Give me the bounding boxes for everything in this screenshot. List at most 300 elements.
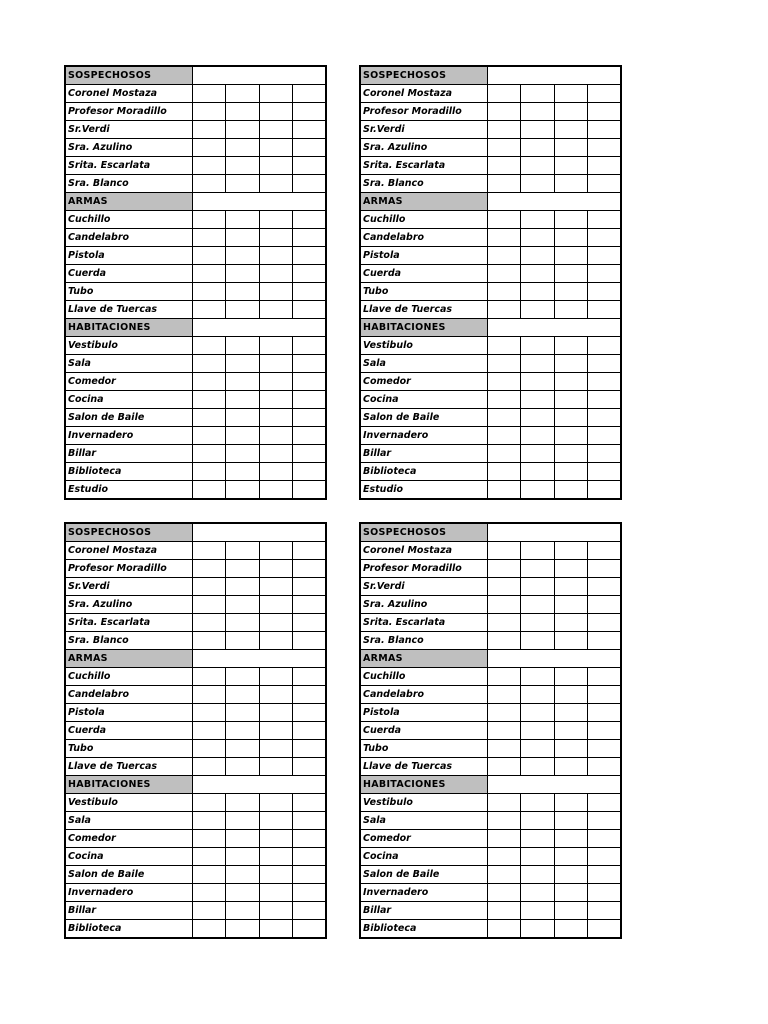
- check-box[interactable]: [487, 373, 521, 391]
- check-box[interactable]: [259, 884, 293, 902]
- check-box[interactable]: [521, 247, 555, 265]
- check-box[interactable]: [293, 373, 327, 391]
- check-box[interactable]: [588, 139, 622, 157]
- check-box[interactable]: [588, 247, 622, 265]
- check-box[interactable]: [293, 578, 327, 596]
- check-box[interactable]: [259, 481, 293, 500]
- check-box[interactable]: [293, 391, 327, 409]
- check-box[interactable]: [259, 686, 293, 704]
- check-box[interactable]: [226, 391, 260, 409]
- check-box[interactable]: [192, 614, 226, 632]
- check-box[interactable]: [293, 560, 327, 578]
- check-box[interactable]: [192, 578, 226, 596]
- check-box[interactable]: [192, 85, 226, 103]
- check-box[interactable]: [226, 848, 260, 866]
- check-box[interactable]: [259, 902, 293, 920]
- check-box[interactable]: [588, 884, 622, 902]
- check-box[interactable]: [259, 103, 293, 121]
- check-box[interactable]: [259, 211, 293, 229]
- check-box[interactable]: [487, 596, 521, 614]
- check-box[interactable]: [487, 301, 521, 319]
- check-box[interactable]: [554, 157, 588, 175]
- check-box[interactable]: [554, 740, 588, 758]
- check-box[interactable]: [487, 409, 521, 427]
- check-box[interactable]: [259, 542, 293, 560]
- check-box[interactable]: [521, 920, 555, 939]
- check-box[interactable]: [521, 409, 555, 427]
- check-box[interactable]: [521, 427, 555, 445]
- check-box[interactable]: [487, 866, 521, 884]
- check-box[interactable]: [554, 337, 588, 355]
- check-box[interactable]: [554, 542, 588, 560]
- check-box[interactable]: [226, 445, 260, 463]
- check-box[interactable]: [226, 740, 260, 758]
- check-box[interactable]: [192, 884, 226, 902]
- check-box[interactable]: [554, 247, 588, 265]
- check-box[interactable]: [521, 848, 555, 866]
- check-box[interactable]: [588, 463, 622, 481]
- check-box[interactable]: [259, 337, 293, 355]
- check-box[interactable]: [192, 283, 226, 301]
- check-box[interactable]: [226, 265, 260, 283]
- check-box[interactable]: [226, 812, 260, 830]
- check-box[interactable]: [521, 866, 555, 884]
- check-box[interactable]: [259, 866, 293, 884]
- check-box[interactable]: [192, 794, 226, 812]
- check-box[interactable]: [293, 866, 327, 884]
- check-box[interactable]: [487, 211, 521, 229]
- check-box[interactable]: [521, 704, 555, 722]
- check-box[interactable]: [293, 686, 327, 704]
- check-box[interactable]: [521, 560, 555, 578]
- check-box[interactable]: [487, 229, 521, 247]
- check-box[interactable]: [521, 632, 555, 650]
- check-box[interactable]: [521, 463, 555, 481]
- check-box[interactable]: [226, 247, 260, 265]
- check-box[interactable]: [487, 920, 521, 939]
- check-box[interactable]: [554, 920, 588, 939]
- check-box[interactable]: [588, 614, 622, 632]
- check-box[interactable]: [554, 301, 588, 319]
- check-box[interactable]: [226, 157, 260, 175]
- check-box[interactable]: [588, 812, 622, 830]
- check-box[interactable]: [226, 686, 260, 704]
- check-box[interactable]: [554, 481, 588, 500]
- check-box[interactable]: [487, 848, 521, 866]
- check-box[interactable]: [521, 578, 555, 596]
- check-box[interactable]: [192, 463, 226, 481]
- check-box[interactable]: [259, 704, 293, 722]
- check-box[interactable]: [487, 542, 521, 560]
- check-box[interactable]: [487, 740, 521, 758]
- check-box[interactable]: [554, 632, 588, 650]
- check-box[interactable]: [226, 103, 260, 121]
- check-box[interactable]: [192, 121, 226, 139]
- check-box[interactable]: [226, 427, 260, 445]
- check-box[interactable]: [588, 758, 622, 776]
- check-box[interactable]: [554, 794, 588, 812]
- check-box[interactable]: [554, 866, 588, 884]
- check-box[interactable]: [521, 445, 555, 463]
- check-box[interactable]: [293, 740, 327, 758]
- check-box[interactable]: [487, 337, 521, 355]
- check-box[interactable]: [226, 283, 260, 301]
- check-box[interactable]: [554, 229, 588, 247]
- check-box[interactable]: [226, 722, 260, 740]
- check-box[interactable]: [226, 794, 260, 812]
- check-box[interactable]: [554, 373, 588, 391]
- check-box[interactable]: [554, 175, 588, 193]
- check-box[interactable]: [192, 139, 226, 157]
- check-box[interactable]: [588, 175, 622, 193]
- check-box[interactable]: [521, 139, 555, 157]
- check-box[interactable]: [521, 596, 555, 614]
- check-box[interactable]: [487, 427, 521, 445]
- check-box[interactable]: [588, 740, 622, 758]
- check-box[interactable]: [293, 884, 327, 902]
- check-box[interactable]: [226, 884, 260, 902]
- check-box[interactable]: [226, 301, 260, 319]
- check-box[interactable]: [554, 686, 588, 704]
- check-box[interactable]: [259, 445, 293, 463]
- check-box[interactable]: [487, 157, 521, 175]
- check-box[interactable]: [588, 596, 622, 614]
- check-box[interactable]: [293, 542, 327, 560]
- check-box[interactable]: [521, 211, 555, 229]
- check-box[interactable]: [226, 355, 260, 373]
- check-box[interactable]: [226, 758, 260, 776]
- check-box[interactable]: [588, 85, 622, 103]
- check-box[interactable]: [192, 866, 226, 884]
- check-box[interactable]: [521, 740, 555, 758]
- check-box[interactable]: [259, 722, 293, 740]
- check-box[interactable]: [554, 139, 588, 157]
- check-box[interactable]: [293, 704, 327, 722]
- check-box[interactable]: [521, 830, 555, 848]
- check-box[interactable]: [521, 229, 555, 247]
- check-box[interactable]: [226, 704, 260, 722]
- check-box[interactable]: [293, 445, 327, 463]
- check-box[interactable]: [226, 902, 260, 920]
- check-box[interactable]: [521, 337, 555, 355]
- check-box[interactable]: [487, 103, 521, 121]
- check-box[interactable]: [588, 409, 622, 427]
- check-box[interactable]: [226, 542, 260, 560]
- check-box[interactable]: [487, 481, 521, 500]
- check-box[interactable]: [588, 830, 622, 848]
- check-box[interactable]: [192, 758, 226, 776]
- check-box[interactable]: [521, 391, 555, 409]
- check-box[interactable]: [293, 758, 327, 776]
- check-box[interactable]: [293, 427, 327, 445]
- check-box[interactable]: [259, 121, 293, 139]
- check-box[interactable]: [588, 560, 622, 578]
- check-box[interactable]: [226, 481, 260, 500]
- check-box[interactable]: [588, 391, 622, 409]
- check-box[interactable]: [192, 247, 226, 265]
- check-box[interactable]: [521, 85, 555, 103]
- check-box[interactable]: [588, 103, 622, 121]
- check-box[interactable]: [487, 632, 521, 650]
- check-box[interactable]: [226, 463, 260, 481]
- check-box[interactable]: [192, 830, 226, 848]
- check-box[interactable]: [487, 578, 521, 596]
- check-box[interactable]: [293, 722, 327, 740]
- check-box[interactable]: [521, 668, 555, 686]
- check-box[interactable]: [259, 848, 293, 866]
- check-box[interactable]: [259, 85, 293, 103]
- check-box[interactable]: [487, 884, 521, 902]
- check-box[interactable]: [487, 121, 521, 139]
- check-box[interactable]: [554, 211, 588, 229]
- check-box[interactable]: [487, 85, 521, 103]
- check-box[interactable]: [588, 355, 622, 373]
- check-box[interactable]: [293, 668, 327, 686]
- check-box[interactable]: [521, 265, 555, 283]
- check-box[interactable]: [554, 121, 588, 139]
- check-box[interactable]: [554, 445, 588, 463]
- check-box[interactable]: [521, 373, 555, 391]
- check-box[interactable]: [487, 139, 521, 157]
- check-box[interactable]: [259, 920, 293, 939]
- check-box[interactable]: [259, 794, 293, 812]
- check-box[interactable]: [588, 686, 622, 704]
- check-box[interactable]: [554, 355, 588, 373]
- check-box[interactable]: [293, 103, 327, 121]
- check-box[interactable]: [487, 704, 521, 722]
- check-box[interactable]: [554, 560, 588, 578]
- check-box[interactable]: [588, 632, 622, 650]
- check-box[interactable]: [259, 409, 293, 427]
- check-box[interactable]: [192, 409, 226, 427]
- check-box[interactable]: [192, 265, 226, 283]
- check-box[interactable]: [293, 337, 327, 355]
- check-box[interactable]: [521, 812, 555, 830]
- check-box[interactable]: [487, 794, 521, 812]
- check-box[interactable]: [226, 175, 260, 193]
- check-box[interactable]: [226, 920, 260, 939]
- check-box[interactable]: [293, 920, 327, 939]
- check-box[interactable]: [293, 812, 327, 830]
- check-box[interactable]: [487, 391, 521, 409]
- check-box[interactable]: [226, 578, 260, 596]
- check-box[interactable]: [259, 229, 293, 247]
- check-box[interactable]: [487, 758, 521, 776]
- check-box[interactable]: [554, 596, 588, 614]
- check-box[interactable]: [554, 85, 588, 103]
- check-box[interactable]: [554, 578, 588, 596]
- check-box[interactable]: [259, 614, 293, 632]
- check-box[interactable]: [226, 866, 260, 884]
- check-box[interactable]: [588, 283, 622, 301]
- check-box[interactable]: [192, 704, 226, 722]
- check-box[interactable]: [487, 355, 521, 373]
- check-box[interactable]: [226, 560, 260, 578]
- check-box[interactable]: [226, 337, 260, 355]
- check-box[interactable]: [588, 704, 622, 722]
- check-box[interactable]: [293, 481, 327, 500]
- check-box[interactable]: [293, 175, 327, 193]
- check-box[interactable]: [259, 355, 293, 373]
- check-box[interactable]: [588, 542, 622, 560]
- check-box[interactable]: [293, 121, 327, 139]
- check-box[interactable]: [487, 668, 521, 686]
- check-box[interactable]: [226, 373, 260, 391]
- check-box[interactable]: [588, 211, 622, 229]
- check-box[interactable]: [192, 373, 226, 391]
- check-box[interactable]: [293, 229, 327, 247]
- check-box[interactable]: [554, 463, 588, 481]
- check-box[interactable]: [259, 265, 293, 283]
- check-box[interactable]: [192, 355, 226, 373]
- check-box[interactable]: [226, 596, 260, 614]
- check-box[interactable]: [554, 103, 588, 121]
- check-box[interactable]: [192, 812, 226, 830]
- check-box[interactable]: [521, 157, 555, 175]
- check-box[interactable]: [554, 812, 588, 830]
- check-box[interactable]: [293, 211, 327, 229]
- check-box[interactable]: [588, 265, 622, 283]
- check-box[interactable]: [293, 902, 327, 920]
- check-box[interactable]: [554, 391, 588, 409]
- check-box[interactable]: [521, 722, 555, 740]
- check-box[interactable]: [192, 542, 226, 560]
- check-box[interactable]: [192, 301, 226, 319]
- check-box[interactable]: [192, 337, 226, 355]
- check-box[interactable]: [521, 481, 555, 500]
- check-box[interactable]: [192, 391, 226, 409]
- check-box[interactable]: [259, 596, 293, 614]
- check-box[interactable]: [259, 301, 293, 319]
- check-box[interactable]: [259, 247, 293, 265]
- check-box[interactable]: [192, 632, 226, 650]
- check-box[interactable]: [588, 121, 622, 139]
- check-box[interactable]: [293, 632, 327, 650]
- check-box[interactable]: [293, 355, 327, 373]
- check-box[interactable]: [226, 229, 260, 247]
- check-box[interactable]: [259, 427, 293, 445]
- check-box[interactable]: [259, 139, 293, 157]
- check-box[interactable]: [521, 175, 555, 193]
- check-box[interactable]: [487, 175, 521, 193]
- check-box[interactable]: [487, 614, 521, 632]
- check-box[interactable]: [521, 884, 555, 902]
- check-box[interactable]: [293, 247, 327, 265]
- check-box[interactable]: [259, 668, 293, 686]
- check-box[interactable]: [192, 722, 226, 740]
- check-box[interactable]: [554, 668, 588, 686]
- check-box[interactable]: [192, 902, 226, 920]
- check-box[interactable]: [487, 265, 521, 283]
- check-box[interactable]: [487, 722, 521, 740]
- check-box[interactable]: [554, 884, 588, 902]
- check-box[interactable]: [259, 740, 293, 758]
- check-box[interactable]: [588, 481, 622, 500]
- check-box[interactable]: [192, 157, 226, 175]
- check-box[interactable]: [293, 830, 327, 848]
- check-box[interactable]: [293, 85, 327, 103]
- check-box[interactable]: [554, 409, 588, 427]
- check-box[interactable]: [487, 463, 521, 481]
- check-box[interactable]: [259, 373, 293, 391]
- check-box[interactable]: [293, 157, 327, 175]
- check-box[interactable]: [588, 668, 622, 686]
- check-box[interactable]: [588, 578, 622, 596]
- check-box[interactable]: [521, 121, 555, 139]
- check-box[interactable]: [259, 758, 293, 776]
- check-box[interactable]: [293, 283, 327, 301]
- check-box[interactable]: [554, 830, 588, 848]
- check-box[interactable]: [293, 409, 327, 427]
- check-box[interactable]: [588, 301, 622, 319]
- check-box[interactable]: [192, 848, 226, 866]
- check-box[interactable]: [487, 686, 521, 704]
- check-box[interactable]: [554, 758, 588, 776]
- check-box[interactable]: [554, 704, 588, 722]
- check-box[interactable]: [554, 283, 588, 301]
- check-box[interactable]: [192, 686, 226, 704]
- check-box[interactable]: [487, 902, 521, 920]
- check-box[interactable]: [554, 902, 588, 920]
- check-box[interactable]: [521, 283, 555, 301]
- check-box[interactable]: [259, 578, 293, 596]
- check-box[interactable]: [226, 409, 260, 427]
- check-box[interactable]: [293, 596, 327, 614]
- check-box[interactable]: [487, 247, 521, 265]
- check-box[interactable]: [588, 445, 622, 463]
- check-box[interactable]: [521, 542, 555, 560]
- check-box[interactable]: [192, 427, 226, 445]
- check-box[interactable]: [192, 560, 226, 578]
- check-box[interactable]: [588, 337, 622, 355]
- check-box[interactable]: [226, 121, 260, 139]
- check-box[interactable]: [588, 722, 622, 740]
- check-box[interactable]: [521, 103, 555, 121]
- check-box[interactable]: [226, 85, 260, 103]
- check-box[interactable]: [521, 614, 555, 632]
- check-box[interactable]: [554, 848, 588, 866]
- check-box[interactable]: [259, 560, 293, 578]
- check-box[interactable]: [487, 812, 521, 830]
- check-box[interactable]: [192, 211, 226, 229]
- check-box[interactable]: [259, 391, 293, 409]
- check-box[interactable]: [293, 301, 327, 319]
- check-box[interactable]: [192, 175, 226, 193]
- check-box[interactable]: [259, 463, 293, 481]
- check-box[interactable]: [588, 229, 622, 247]
- check-box[interactable]: [521, 794, 555, 812]
- check-box[interactable]: [259, 157, 293, 175]
- check-box[interactable]: [226, 614, 260, 632]
- check-box[interactable]: [554, 427, 588, 445]
- check-box[interactable]: [259, 830, 293, 848]
- check-box[interactable]: [293, 794, 327, 812]
- check-box[interactable]: [226, 632, 260, 650]
- check-box[interactable]: [554, 614, 588, 632]
- check-box[interactable]: [293, 265, 327, 283]
- check-box[interactable]: [521, 758, 555, 776]
- check-box[interactable]: [521, 686, 555, 704]
- check-box[interactable]: [588, 794, 622, 812]
- check-box[interactable]: [293, 614, 327, 632]
- check-box[interactable]: [487, 560, 521, 578]
- check-box[interactable]: [521, 355, 555, 373]
- check-box[interactable]: [293, 848, 327, 866]
- check-box[interactable]: [192, 596, 226, 614]
- check-box[interactable]: [259, 632, 293, 650]
- check-box[interactable]: [554, 265, 588, 283]
- check-box[interactable]: [192, 103, 226, 121]
